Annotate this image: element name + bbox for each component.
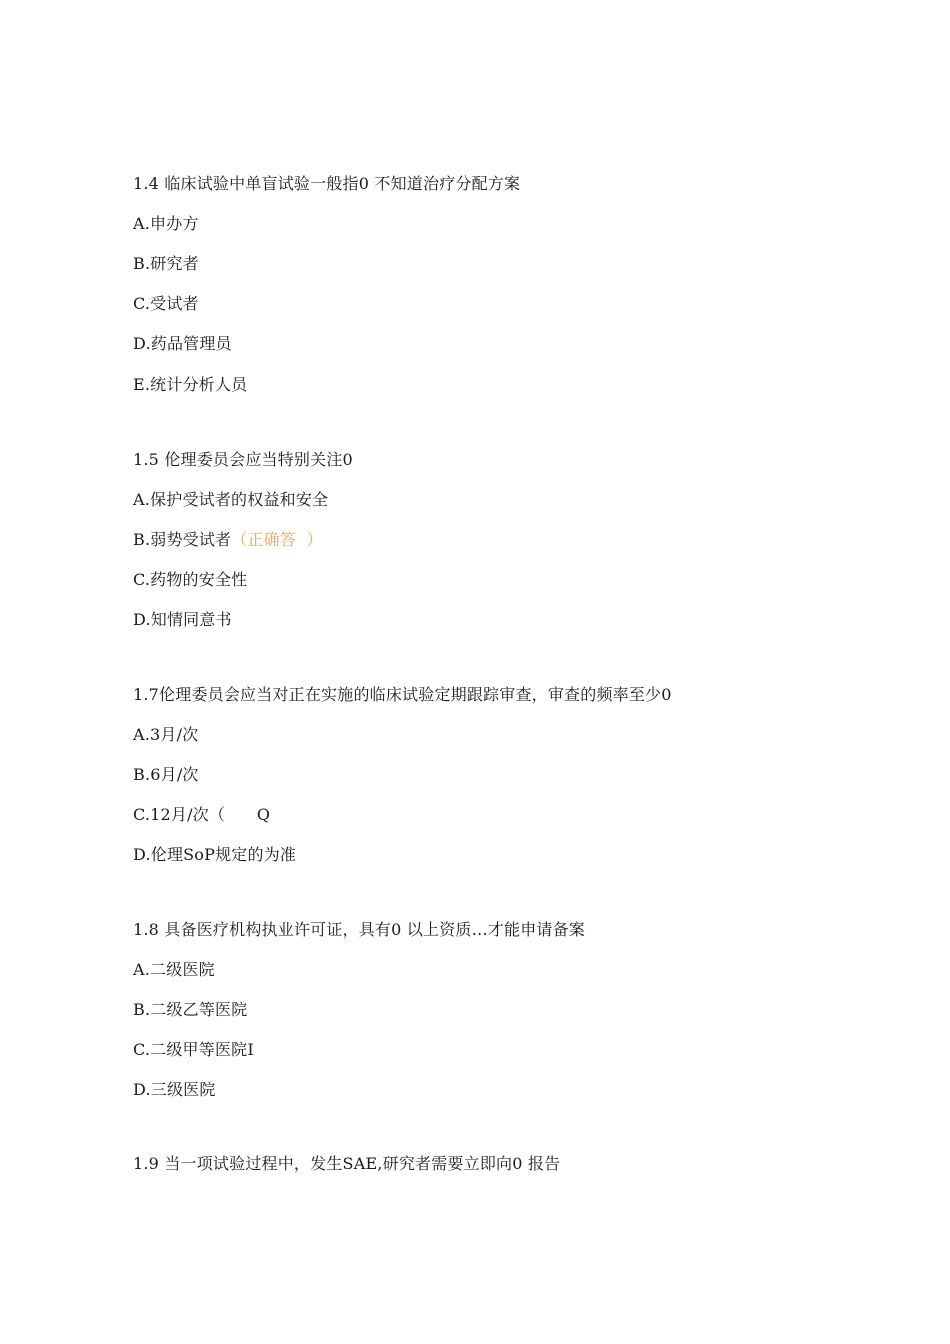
option-item: A.申办方	[133, 214, 199, 233]
option-item: C.受试者	[133, 294, 199, 313]
option-item: D.药品管理员	[133, 334, 232, 353]
question-stem: 1.7伦理委员会应当对正在实施的临床试验定期跟踪审查，审查的频率至少0	[133, 685, 672, 704]
question-stem: 1.4 临床试验中单盲试验一般指0 不知道治疗分配方案	[133, 174, 521, 193]
answer-hint: （正确答 ）	[231, 530, 323, 549]
option-item: A.保护受试者的权益和安全	[133, 490, 329, 509]
option-item: D.三级医院	[133, 1080, 216, 1099]
question-stem: 1.9 当一项试验过程中，发生SAE,研究者需要立即向0 报告	[133, 1154, 561, 1173]
option-item: E.统计分析人员	[133, 375, 248, 394]
option-item: C.二级甲等医院I	[133, 1040, 254, 1059]
option-item: B.研究者	[133, 254, 199, 273]
option-item: B.二级乙等医院	[133, 1000, 248, 1019]
option-item-with-hint	[133, 530, 323, 550]
option-item: C.12月/次（ Q	[133, 805, 271, 824]
option-item: B.6月/次	[133, 765, 199, 784]
option-text: B.弱势受试者	[133, 530, 232, 549]
option-item: D.知情同意书	[133, 610, 232, 629]
option-item: A.二级医院	[133, 960, 215, 979]
question-stem: 1.8 具备医疗机构执业许可证，具有0 以上资质…才能申请备案	[133, 920, 585, 939]
option-item: D.伦理SoP规定的为准	[133, 845, 297, 864]
option-item: A.3月/次	[133, 725, 199, 744]
option-item: C.药物的安全性	[133, 570, 248, 589]
question-stem: 1.5 伦理委员会应当特别关注0	[133, 450, 353, 469]
